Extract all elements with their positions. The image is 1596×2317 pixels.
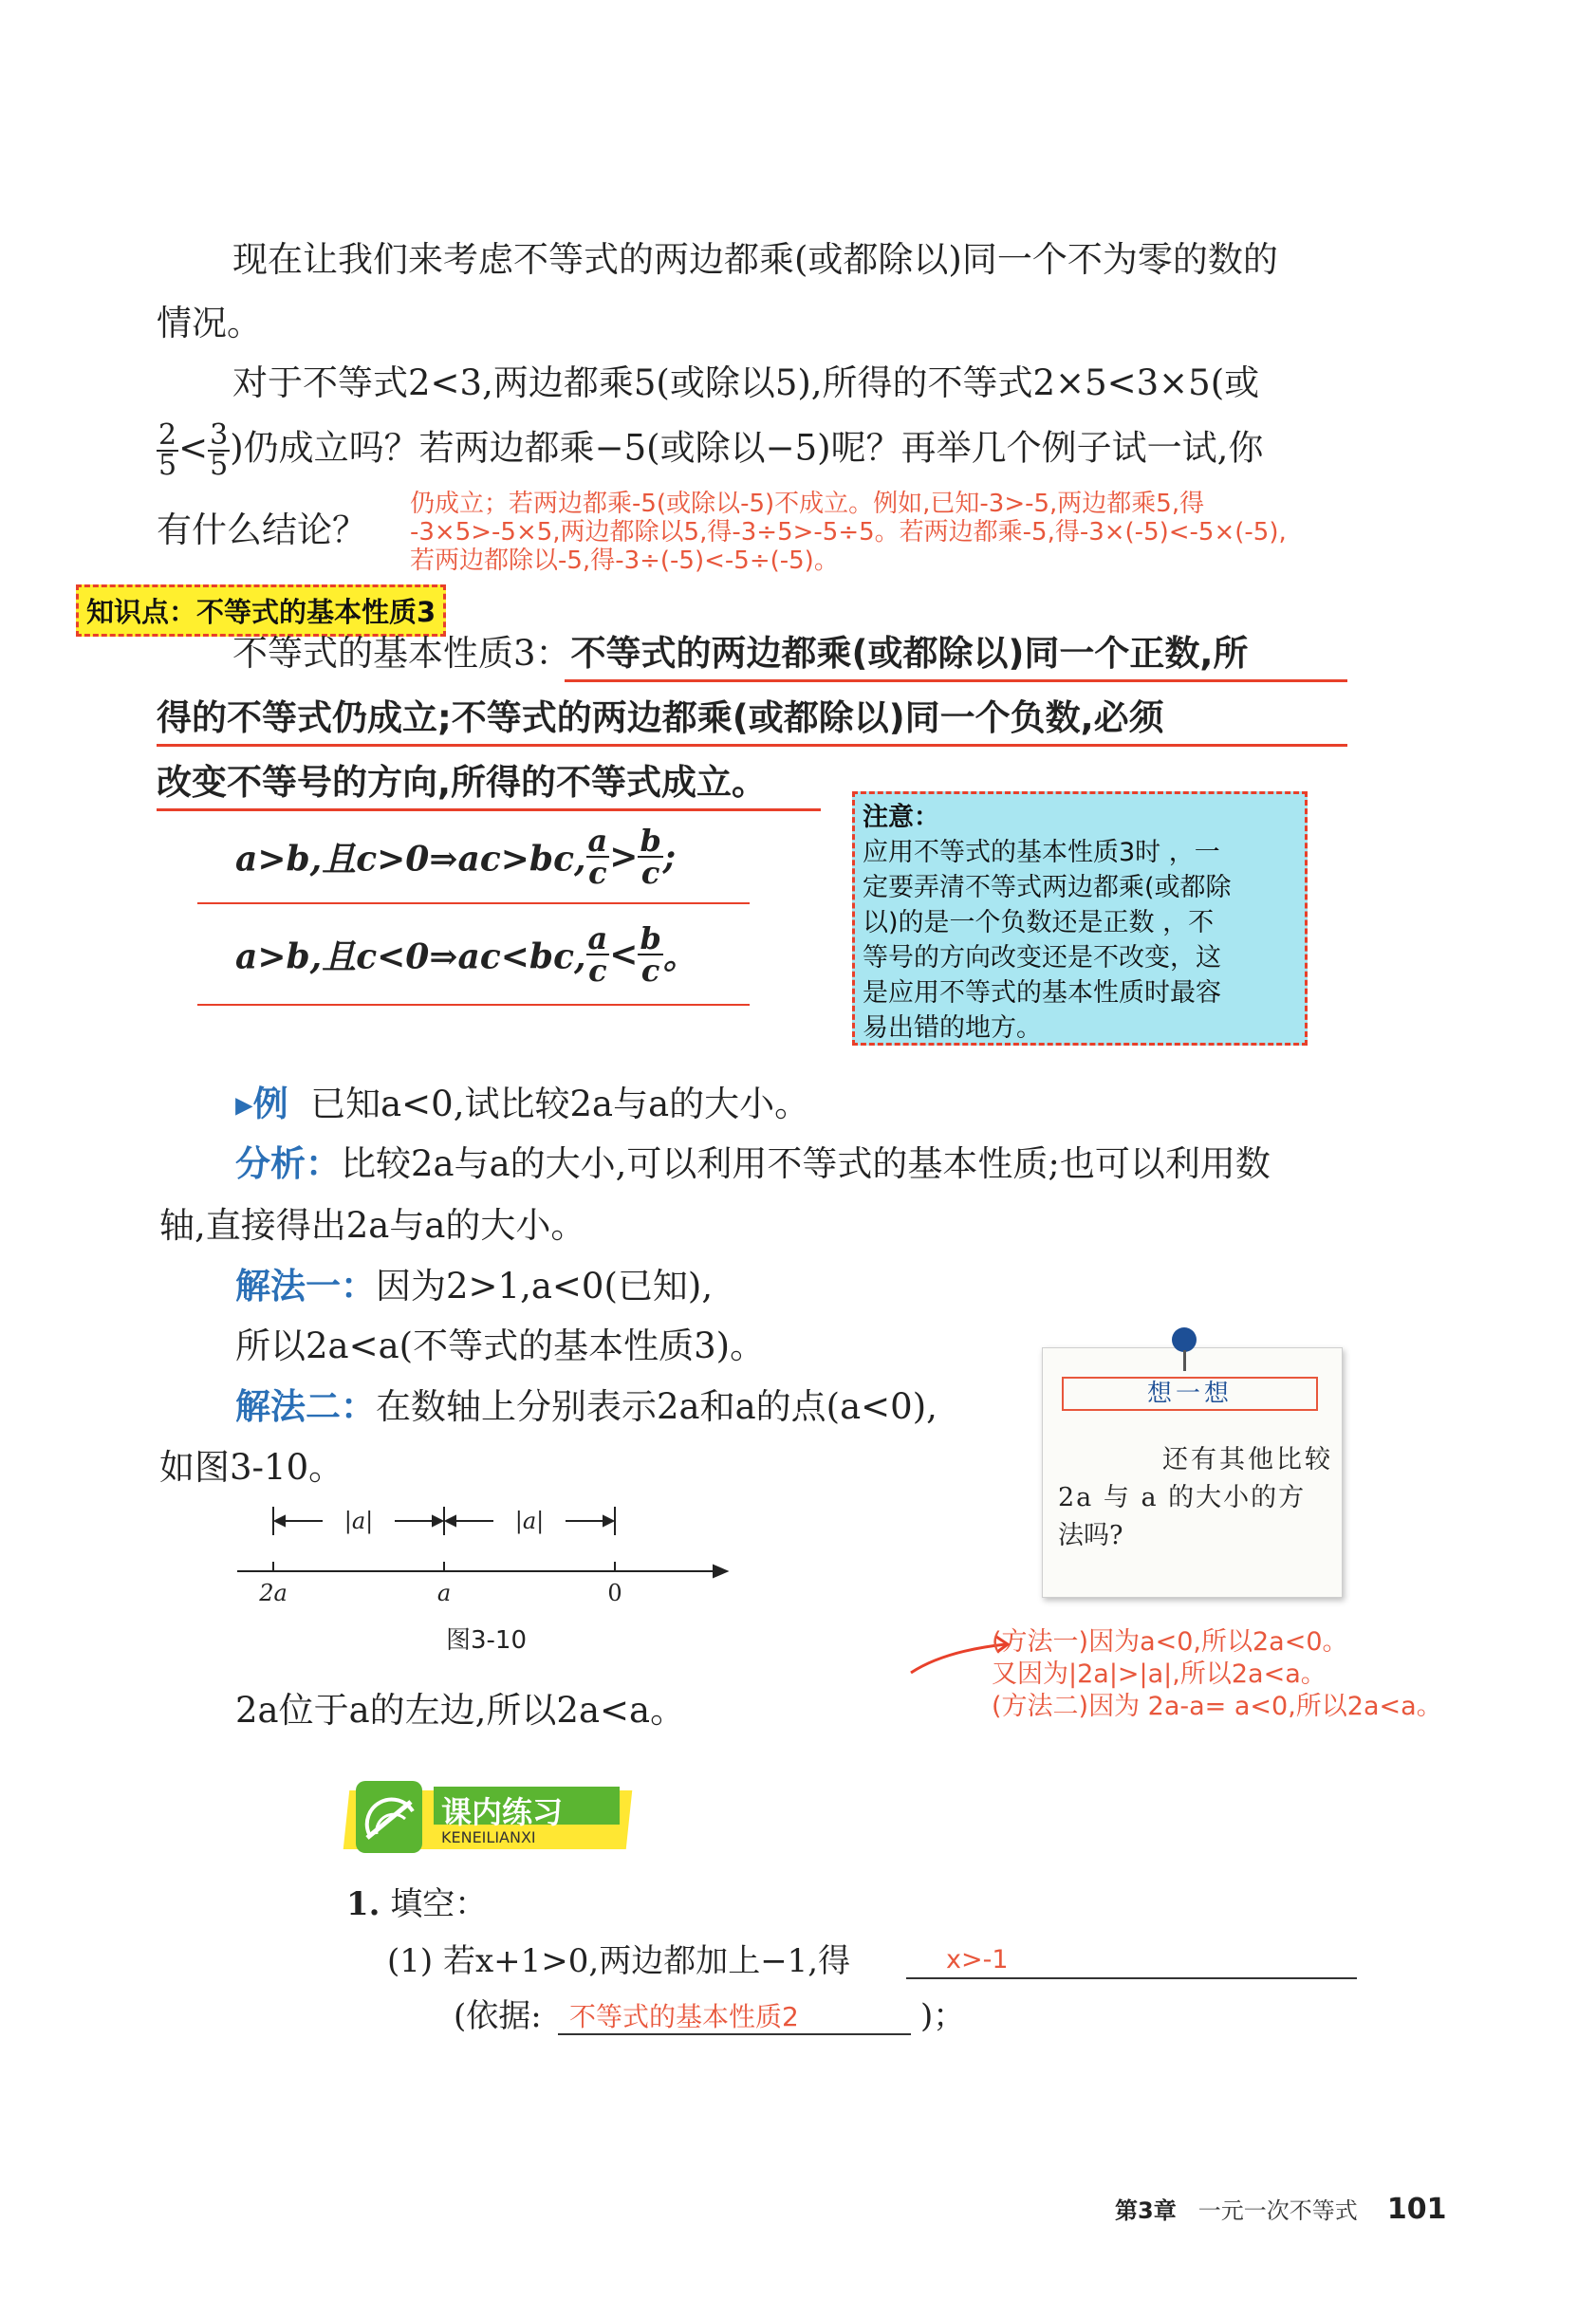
attention-line: 应用不等式的基本性质3时 ，一: [863, 838, 1220, 867]
page-number: 101: [1386, 2193, 1447, 2226]
intro-line-5: 有什么结论？: [157, 510, 367, 550]
answer-note-line-3: 若两边都除以-5,得-3÷(-5)<-5÷(-5)。: [410, 547, 839, 575]
segment-label-2: |a|: [514, 1508, 545, 1534]
property3-line-2: 得的不等式仍成立;不等式的两边都乘(或都除以)同一个负数,必须: [157, 697, 1164, 738]
banner-title: 课内练习: [441, 1794, 564, 1830]
answer-note-line-2: -3×5>-5×5,两边都除以5,得-3÷5>-5÷5。若两边都乘-5,得-3×(-5)<-5×(-5),: [410, 518, 1287, 547]
answer-blank-1[interactable]: [906, 1947, 1357, 1979]
property3-line-3: 改变不等号的方向,所得的不等式成立。: [157, 762, 768, 803]
think-card-body: [1058, 1441, 1333, 1555]
answer-1: x>-1: [946, 1945, 1009, 1974]
attention-box: [852, 791, 1308, 1046]
segment-label-1: |a|: [343, 1508, 374, 1534]
fraction-two-fifths: $\frac{2}{5}$: [158, 418, 177, 482]
basis-suffix: )；: [920, 1997, 966, 2035]
intro-line-3: 对于不等式2<3,两边都乘5(或除以5),所得的不等式2×5<3×5(或: [232, 362, 1260, 403]
intro-line-2: 情况。: [157, 303, 262, 343]
think-answer-line-1: (方法一)因为a<0,所以2a<0。: [992, 1627, 1348, 1657]
attention-line: 是应用不等式的基本性质时最容: [863, 978, 1221, 1008]
think-answer-line-2: 又因为|2a|>|a|,所以2a<a。: [992, 1659, 1327, 1689]
underline-2: [157, 744, 1347, 747]
arrow-head: [433, 1516, 442, 1526]
attention-title: 注意：: [863, 803, 939, 832]
think-card-title: 想一想: [1062, 1377, 1318, 1411]
think-card: [1042, 1347, 1343, 1598]
pin-icon: [1172, 1327, 1197, 1352]
formula-positive: a>b,且c>0⇒ac>bc, $\frac{a}{c}$ > $\frac{b}{c}$ ;: [235, 823, 677, 891]
attention-line: 以)的是一个负数还是正数 ，不: [863, 908, 1215, 937]
tick-label-2a: 2a: [259, 1580, 288, 1606]
fraction-three-fifths: $\frac{3}{5}$: [210, 418, 229, 482]
formula-underline-1: [197, 902, 750, 904]
tick-label-a: a: [436, 1580, 452, 1606]
tick-label-0: 0: [607, 1580, 622, 1606]
answer-note-line-1: 仍成立；若两边都乘-5(或除以-5)不成立。例如,已知-3>-5,两边都乘5,得: [410, 490, 1205, 518]
solution1-line-1: 解法一：因为2>1,a<0(已知),: [235, 1266, 714, 1307]
conclusion-line: 2a位于a的左边,所以2a<a。: [235, 1690, 686, 1731]
think-answer-line-3: (方法二)因为 2a-a= a<0,所以2a<a。: [992, 1692, 1442, 1721]
think-answer: [992, 1626, 1442, 1723]
exercise-banner: [346, 1781, 629, 1857]
arrow-head: [603, 1516, 613, 1526]
question-1-1: (1) 若x+1>0,两边都加上−1,得: [387, 1942, 851, 1980]
banner-subtitle: KENEILIANXI: [441, 1828, 536, 1846]
analysis-line-2: 轴,直接得出2a与a的大小。: [159, 1205, 586, 1246]
answer-blank-2[interactable]: [558, 2000, 911, 2035]
footer: [1115, 2192, 1447, 2226]
property3-line-1: 不等式的基本性质3：不等式的两边都乘(或都除以)同一个正数,所: [232, 633, 1249, 674]
basis-prefix: (依据:: [454, 1997, 542, 2035]
ruler-protractor-icon: [356, 1781, 422, 1853]
question-1: 1. 填空：: [346, 1885, 488, 1923]
footer-chapter: 第3章: [1115, 2197, 1177, 2224]
knowledge-point-tag: 知识点：不等式的基本性质3: [76, 584, 446, 637]
example-label: ▸例: [235, 1084, 288, 1124]
solution2-line-2: 如图3-10。: [159, 1447, 344, 1488]
answer-2: 不等式的基本性质2: [569, 2001, 799, 2032]
think-card-line: 法吗?: [1058, 1521, 1123, 1550]
arrow-head: [275, 1516, 285, 1526]
footer-chapter-title: 一元一次不等式: [1197, 2197, 1358, 2224]
attention-line: 定要弄清不等式两边都乘(或都除: [863, 873, 1232, 902]
underline-1: [565, 679, 1347, 682]
intro-line-4: $\frac{2}{5}$ < $\frac{3}{5}$ )仍成立吗？若两边都乘−5(或除以−5)呢？再举几个例子试一试,你: [158, 418, 1264, 482]
formula-underline-2: [197, 1004, 750, 1006]
attention-line: 易出错的地方。: [863, 1013, 1042, 1043]
axis-arrow: [714, 1566, 727, 1577]
pin-needle: [1183, 1350, 1186, 1371]
example-line: ▸例 已知a<0,试比较2a与a的大小。: [235, 1084, 810, 1124]
figure-caption: 图3-10: [446, 1626, 528, 1655]
formula-negative: a>b,且c<0⇒ac<bc, $\frac{a}{c}$ < $\frac{b}{c}$ 。: [235, 920, 697, 989]
arrow-head: [446, 1516, 455, 1526]
underline-3: [157, 808, 821, 811]
number-line-figure: [228, 1499, 740, 1613]
answer-note: [410, 490, 1287, 575]
attention-line: 等号的方向改变还是不改变，这: [863, 943, 1221, 973]
think-card-line: 还有其他比较: [1162, 1445, 1333, 1474]
intro-line-1: 现在让我们来考虑不等式的两边都乘(或都除以)同一个不为零的数的: [232, 239, 1278, 280]
analysis-line-1: 分析：比较2a与a的大小,可以利用不等式的基本性质;也可以利用数: [235, 1143, 1271, 1184]
solution1-line-2: 所以2a<a(不等式的基本性质3)。: [235, 1325, 766, 1366]
think-card-line: 2a 与 a 的大小的方: [1058, 1483, 1307, 1512]
solution2-line-1: 解法二：在数轴上分别表示2a和a的点(a<0),: [235, 1386, 937, 1427]
